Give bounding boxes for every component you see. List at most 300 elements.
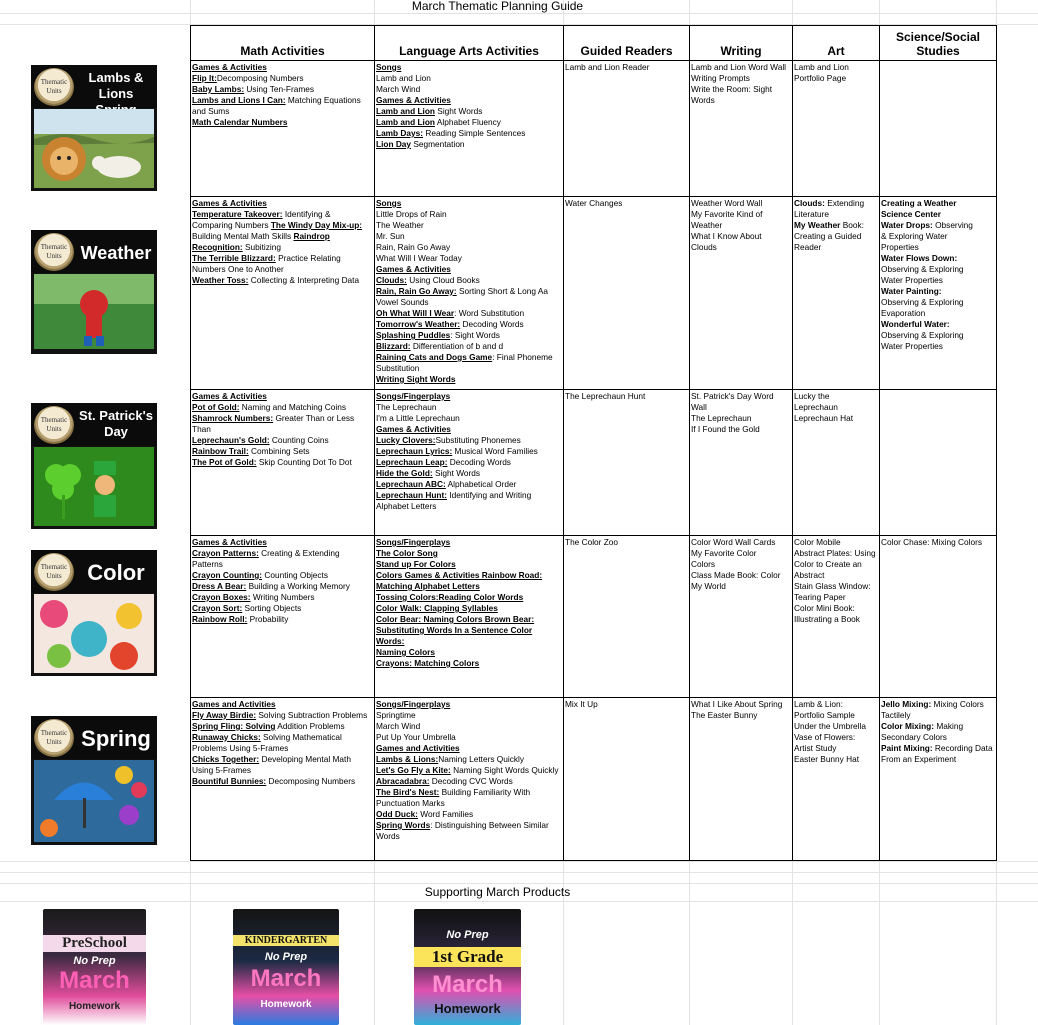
description-text: & Exploring Water — [881, 231, 948, 241]
cell-line — [192, 424, 373, 435]
cell-line — [192, 402, 373, 413]
activity-link-text: Leprechaun ABC: — [376, 479, 446, 489]
description-text: Words — [691, 95, 715, 105]
activity-link-text: Rain, Rain Go Away: — [376, 286, 457, 296]
cell-line — [192, 117, 373, 128]
cell-line — [881, 743, 995, 754]
description-text: Words — [376, 831, 400, 841]
product-kindergarten-homework[interactable] — [233, 909, 339, 1025]
activity-link-text: Writing Sight Words — [376, 374, 456, 384]
product-no-prep-label: No Prep — [446, 929, 489, 941]
math-cell[interactable] — [191, 61, 375, 197]
sheet-title: March Thematic Planning Guide — [411, 0, 584, 13]
cell-line — [565, 62, 688, 73]
description-text: Sight Words — [435, 106, 483, 116]
product-homework-label: Homework — [434, 1001, 501, 1016]
description-text: Color Chase: Mixing Colors — [881, 537, 982, 547]
cell-line — [376, 721, 562, 732]
description-text: What I Know About — [691, 231, 762, 241]
description-text: Comparing Numbers — [192, 220, 271, 230]
theme-row — [191, 61, 997, 197]
cell-line — [376, 647, 562, 658]
language-arts-cell[interactable] — [375, 61, 564, 197]
cell-line — [376, 286, 562, 297]
cell-line — [881, 721, 995, 732]
math-cell[interactable] — [191, 698, 375, 861]
activity-link-text: Oh What Will I Wear — [376, 308, 455, 318]
description-text: Rain, Rain Go Away — [376, 242, 451, 252]
description-text: Creating & Extending — [258, 548, 340, 558]
cell-line — [192, 391, 373, 402]
activity-link-text: Leprechaun's Gold: — [192, 435, 270, 445]
theme-thumbnail-weather[interactable] — [31, 230, 157, 354]
description-text: Segmentation — [411, 139, 465, 149]
cell-line — [376, 809, 562, 820]
bold-label-text: Jello Mixing: — [881, 699, 932, 709]
description-text: : Word Substitution — [454, 308, 525, 318]
cell-line — [192, 570, 373, 581]
description-text: Alphabetical Order — [445, 479, 517, 489]
cell-line — [192, 106, 373, 117]
description-text: Weather — [691, 220, 723, 230]
cell-line — [376, 402, 562, 413]
cell-line — [376, 548, 562, 559]
science-cell[interactable] — [880, 61, 997, 197]
theme-thumbnail-lambs-lions[interactable] — [31, 65, 157, 191]
description-text: Problems Using 5-Frames — [192, 743, 289, 753]
guided-readers-cell[interactable] — [564, 536, 690, 698]
cell-line — [794, 721, 878, 732]
cell-line — [192, 743, 373, 754]
product-grade-label: KINDERGARTEN — [233, 935, 339, 946]
activity-link-text: Dress A Bear: — [192, 581, 247, 591]
activity-link-text: Games & Activities — [192, 62, 267, 72]
product-first-grade-homework[interactable] — [414, 909, 521, 1025]
activity-link-text: Lion Day — [376, 139, 412, 149]
description-text: Building Mental Math Skills — [192, 231, 294, 241]
activity-link-text: Temperature Takeover: — [192, 209, 283, 219]
art-cell[interactable] — [793, 390, 880, 536]
product-preschool-homework[interactable] — [43, 909, 146, 1025]
description-text: Stain Glass Window: — [794, 581, 871, 591]
cell-line — [376, 603, 562, 614]
science-cell[interactable] — [880, 698, 997, 861]
writing-cell[interactable] — [690, 390, 793, 536]
header-guided-readers[interactable]: Guided Readers — [564, 26, 690, 61]
science-cell[interactable] — [880, 536, 997, 698]
description-text: The Weather — [376, 220, 424, 230]
description-text: Numbers One to Another — [192, 264, 284, 274]
activity-link-text: Lucky Clovers: — [376, 435, 436, 445]
activity-link-text: Spring Words — [376, 820, 431, 830]
cell-line — [376, 330, 562, 341]
cell-line — [794, 699, 878, 710]
cell-line — [691, 699, 791, 710]
description-text: Color Mini Book: — [794, 603, 855, 613]
cell-line — [192, 754, 373, 765]
cell-line — [376, 198, 562, 209]
cell-line — [192, 253, 373, 264]
activity-link-text: Crayon Sort: — [192, 603, 243, 613]
math-cell[interactable] — [191, 197, 375, 390]
header-language-arts[interactable]: Language Arts Activities — [375, 26, 564, 61]
activity-link-text: Games & Activities — [376, 424, 451, 434]
cell-line — [192, 614, 373, 625]
writing-cell[interactable] — [690, 698, 793, 861]
math-cell[interactable] — [191, 390, 375, 536]
cell-line — [691, 242, 791, 253]
cell-line — [192, 581, 373, 592]
description-text: Probability — [247, 614, 289, 624]
description-text: Writing Prompts — [691, 73, 750, 83]
description-text: Collecting & Interpreting Data — [248, 275, 360, 285]
cell-line — [691, 73, 791, 84]
cell-line — [192, 537, 373, 548]
science-cell[interactable] — [880, 197, 997, 390]
cell-line — [691, 424, 791, 435]
activity-link-text: Songs — [376, 198, 402, 208]
description-text: Mixing Colors — [931, 699, 984, 709]
cell-line — [376, 264, 562, 275]
activity-link-text: Leprechaun Lyrics: — [376, 446, 453, 456]
description-text: From an Experiment — [881, 754, 957, 764]
cell-line — [691, 231, 791, 242]
description-text: Solving Subtraction Problems — [256, 710, 368, 720]
product-grade-label: PreSchool — [43, 935, 146, 952]
description-text: The Leprechaun — [691, 413, 752, 423]
activity-link-text: Substituting Words In a Sentence Color Words: — [376, 625, 533, 646]
cell-line — [376, 537, 562, 548]
cell-line — [794, 231, 878, 242]
theme-name: Spring — [81, 726, 151, 751]
cell-line — [794, 537, 878, 548]
header-math[interactable]: Math Activities — [191, 26, 375, 61]
theme-thumbnail-st-patricks[interactable] — [31, 403, 157, 529]
description-text: Vowel Sounds — [376, 297, 429, 307]
cell-line — [192, 242, 373, 253]
cell-line — [376, 117, 562, 128]
writing-cell[interactable] — [690, 61, 793, 197]
activity-link-text: Games & Activities — [192, 391, 267, 401]
description-text: Naming and Matching Coins — [239, 402, 346, 412]
activity-link-text: The Terrible Blizzard: — [192, 253, 276, 263]
description-text: Mix It Up — [565, 699, 598, 709]
activity-link-text: The Color Song — [376, 548, 438, 558]
cell-line — [794, 62, 878, 73]
math-cell[interactable] — [191, 536, 375, 698]
description-text: Developing Mental Math — [259, 754, 351, 764]
cell-line — [881, 710, 995, 721]
description-text: Write the Room: Sight — [691, 84, 773, 94]
cell-line — [881, 330, 995, 341]
description-text: Reading Simple Sentences — [423, 128, 526, 138]
bold-label-text: Water Drops: — [881, 220, 933, 230]
cell-line — [376, 209, 562, 220]
description-text: What Will I Wear Today — [376, 253, 462, 263]
activity-link-text: Recognition: — [192, 242, 243, 252]
activity-link-text: Matching Alphabet Letters — [376, 581, 480, 591]
art-cell[interactable] — [793, 536, 880, 698]
rain-girl-photo-icon — [34, 274, 154, 349]
description-text: My Favorite Color — [691, 548, 757, 558]
cell-line — [376, 787, 562, 798]
cell-line — [192, 765, 373, 776]
activity-link-text: Games and Activities — [376, 743, 460, 753]
description-text: Portfolio Sample — [794, 710, 855, 720]
activity-link-text: Baby Lambs: — [192, 84, 245, 94]
description-text: Patterns — [192, 559, 223, 569]
activity-link-text: Fly Away Birdie: — [192, 710, 257, 720]
thematic-units-badge-icon: Thematic Units — [34, 68, 74, 106]
cell-line — [794, 402, 878, 413]
cell-line — [192, 699, 373, 710]
thematic-units-badge-icon: Thematic Units — [34, 719, 74, 757]
description-text: Reader — [794, 242, 822, 252]
description-text: Water Properties — [881, 275, 943, 285]
description-text: Creating a Guided — [794, 231, 862, 241]
cell-line — [794, 391, 878, 402]
description-text: Using 5-Frames — [192, 765, 252, 775]
theme-row — [191, 698, 997, 861]
description-text: What I Like About Spring — [691, 699, 783, 709]
cell-line — [691, 710, 791, 721]
cell-line — [376, 570, 562, 581]
description-text: Building a Working Memory — [246, 581, 350, 591]
cell-line — [565, 391, 688, 402]
description-text: Properties — [881, 242, 919, 252]
cell-line — [691, 62, 791, 73]
description-text: : Distinguishing Between Similar — [430, 820, 549, 830]
cell-line — [192, 732, 373, 743]
description-text: Than — [192, 424, 211, 434]
product-month-label: March — [432, 971, 503, 998]
cell-line — [376, 559, 562, 570]
description-text: The Color Zoo — [565, 537, 619, 547]
cell-line — [376, 106, 562, 117]
header-science-social-studies[interactable]: Science/Social Studies — [880, 26, 997, 61]
header-writing[interactable]: Writing — [690, 26, 793, 61]
activity-link-text: Lamb and Lion — [376, 117, 435, 127]
cell-line — [794, 559, 878, 570]
writing-cell[interactable] — [690, 197, 793, 390]
cell-line — [376, 468, 562, 479]
description-text: Practice Relating — [275, 253, 341, 263]
cell-line — [881, 341, 995, 352]
cell-line — [376, 501, 562, 512]
thematic-units-badge-icon: Thematic Units — [34, 553, 74, 591]
cell-line — [881, 253, 995, 264]
cell-line — [192, 84, 373, 95]
description-text: Lamb and Lion — [376, 73, 431, 83]
description-text: and Sums — [192, 106, 230, 116]
language-arts-cell[interactable] — [375, 197, 564, 390]
cell-line — [192, 776, 373, 787]
header-art[interactable]: Art — [793, 26, 880, 61]
description-text: Leprechaun — [794, 402, 838, 412]
cell-line — [691, 581, 791, 592]
product-month-label: March — [59, 967, 130, 994]
cell-line — [376, 765, 562, 776]
cell-line — [794, 581, 878, 592]
cell-line — [376, 297, 562, 308]
guided-readers-cell[interactable] — [564, 698, 690, 861]
guided-readers-cell[interactable] — [564, 197, 690, 390]
cell-line — [881, 275, 995, 286]
description-text: Tearing Paper — [794, 592, 846, 602]
theme-row — [191, 536, 997, 698]
description-text: Under the Umbrella — [794, 721, 866, 731]
science-cell[interactable] — [880, 390, 997, 536]
description-text: Book: — [840, 220, 864, 230]
cell-line — [192, 198, 373, 209]
description-text: Substitution — [376, 363, 420, 373]
cell-line — [376, 308, 562, 319]
description-text: Observing & Exploring — [881, 297, 964, 307]
cell-line — [376, 73, 562, 84]
description-text: Sight Words — [432, 468, 481, 478]
activity-link-text: The Pot of Gold: — [192, 457, 257, 467]
cell-line — [376, 658, 562, 669]
planning-table — [190, 25, 997, 861]
description-text: My Favorite Kind of — [691, 209, 763, 219]
theme-thumbnail-spring[interactable] — [31, 716, 157, 845]
description-text: Observing — [932, 220, 973, 230]
bold-label-text: Water Flows Down: — [881, 253, 958, 263]
activity-link-text: Songs/Fingerplays — [376, 699, 451, 709]
cell-line — [794, 220, 878, 231]
art-cell[interactable] — [793, 61, 880, 197]
cell-line — [881, 242, 995, 253]
activity-link-text: Odd Duck: — [376, 809, 418, 819]
cell-line — [376, 424, 562, 435]
activity-link-text: Color Walk: Clapping Syllables — [376, 603, 498, 613]
theme-row — [191, 390, 997, 536]
description-text: Word Families — [417, 809, 474, 819]
bold-label-text: My Weather — [794, 220, 841, 230]
cell-line — [192, 721, 373, 732]
activity-link-text: Weather Toss: — [192, 275, 249, 285]
cell-line — [376, 363, 562, 374]
cell-line — [376, 710, 562, 721]
cell-line — [192, 457, 373, 468]
description-text: : Sight Words — [450, 330, 500, 340]
description-text: Counting Objects — [262, 570, 329, 580]
description-text: Identifying & — [282, 209, 331, 219]
activity-link-text: Games and Activities — [192, 699, 276, 709]
activity-link-text: Clouds: — [376, 275, 407, 285]
activity-link-text: Songs/Fingerplays — [376, 537, 451, 547]
description-text: Easter Bunny Hat — [794, 754, 860, 764]
activity-link-text: Shamrock Numbers: — [192, 413, 274, 423]
cell-line — [691, 84, 791, 95]
activity-link-text: The Bird's Nest: — [376, 787, 440, 797]
cell-line — [794, 198, 878, 209]
description-text: Solving Mathematical — [260, 732, 342, 742]
shamrock-leprechaun-icon — [34, 447, 154, 526]
guided-readers-cell[interactable] — [564, 61, 690, 197]
activity-link-text: Raining Cats and Dogs Game — [376, 352, 493, 362]
activity-link-text: Naming Colors — [376, 647, 436, 657]
cell-line — [192, 413, 373, 424]
description-text: Combining Sets — [248, 446, 310, 456]
cell-line — [376, 62, 562, 73]
cell-line — [376, 820, 562, 831]
cell-line — [376, 699, 562, 710]
description-text: Using Ten-Frames — [244, 84, 315, 94]
cell-line — [192, 95, 373, 106]
cell-line — [881, 286, 995, 297]
cell-line — [565, 699, 688, 710]
cell-line — [376, 776, 562, 787]
activity-link-text: Raindrop — [293, 231, 330, 241]
description-text: Alphabet Letters — [376, 501, 437, 511]
description-text: Class Made Book: Color — [691, 570, 781, 580]
cell-line — [192, 231, 373, 242]
writing-cell[interactable] — [690, 536, 793, 698]
description-text: Lucky the — [794, 391, 830, 401]
cell-line — [794, 743, 878, 754]
cell-line — [192, 435, 373, 446]
theme-row — [191, 197, 997, 390]
lion-lamb-photo-icon — [34, 109, 154, 188]
description-text: Sorting Short & Long Aa — [456, 286, 549, 296]
description-text: Writing Numbers — [250, 592, 315, 602]
description-text: Clouds — [691, 242, 717, 252]
description-text: Recording Data — [932, 743, 993, 753]
art-cell[interactable] — [793, 197, 880, 390]
language-arts-cell[interactable] — [375, 698, 564, 861]
cell-line — [376, 732, 562, 743]
cell-line — [376, 581, 562, 592]
description-text: Secondary Colors — [881, 732, 947, 742]
cell-line — [376, 231, 562, 242]
cell-line — [376, 446, 562, 457]
description-text: Skip Counting Dot To Dot — [256, 457, 352, 467]
description-text: Color to Create an — [794, 559, 862, 569]
cell-line — [376, 614, 562, 625]
cell-line — [192, 603, 373, 614]
description-text: Vase of Flowers: — [794, 732, 856, 742]
cell-line — [376, 341, 562, 352]
activity-link-text: Songs — [376, 62, 402, 72]
cell-line — [565, 198, 688, 209]
description-text: Decoding Words — [447, 457, 511, 467]
activity-link-text: Colors Games & Activities Rainbow Road: — [376, 570, 543, 580]
cell-line — [881, 699, 995, 710]
bold-label-text: Water Painting: — [881, 286, 942, 296]
thematic-units-badge-icon: Thematic Units — [34, 406, 74, 444]
activity-link-text: Abracadabra: — [376, 776, 430, 786]
description-text: Extending — [824, 198, 865, 208]
activity-link-text: Color Bear: Naming Colors Brown Bear: — [376, 614, 535, 624]
cell-line — [376, 220, 562, 231]
language-arts-cell[interactable] — [375, 536, 564, 698]
guided-readers-cell[interactable] — [564, 390, 690, 536]
language-arts-cell[interactable] — [375, 390, 564, 536]
description-text: Decoding CVC Words — [429, 776, 513, 786]
product-homework-label: Homework — [68, 1001, 121, 1012]
product-homework-label: Homework — [260, 999, 312, 1010]
description-text: Literature — [794, 209, 830, 219]
art-cell[interactable] — [793, 698, 880, 861]
activity-link-text: Games & Activities — [192, 537, 267, 547]
description-text: Decomposing Numbers — [266, 776, 356, 786]
description-text: Artist Study — [794, 743, 837, 753]
cell-line — [881, 537, 995, 548]
cell-line — [881, 264, 995, 275]
theme-thumbnail-color[interactable] — [31, 550, 157, 676]
activity-link-text: Chicks Together: — [192, 754, 260, 764]
